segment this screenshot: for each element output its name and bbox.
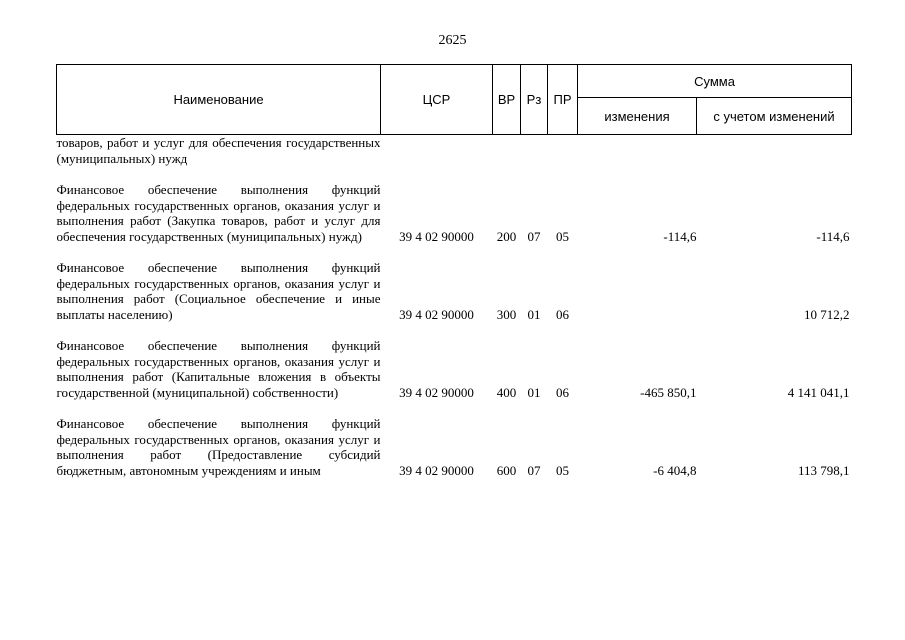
row-name: Финансовое обеспечение выполнения функций федеральных государственных органов, оказания услуг и выполнения работ (Социальное обеспечение и иные выплаты населению) — [56, 260, 381, 322]
budget-table — [56, 64, 852, 478]
row-rz: 01 — [527, 384, 541, 400]
row-rz: 07 — [527, 462, 541, 478]
row-vr: 300 — [496, 306, 517, 322]
row-vr: 200 — [496, 228, 517, 244]
row-name: Финансовое обеспечение выполнения функций федеральных государственных органов, оказания услуг и выполнения работ (Предоставление субсидий бюджетным, автономным учреждениям и иным — [56, 416, 381, 478]
row-vr: 600 — [496, 462, 517, 478]
row-rz — [521, 135, 548, 167]
row-csr: 39 4 02 90000 — [399, 228, 474, 244]
header-rz: Рз — [521, 65, 548, 135]
table-row — [57, 260, 852, 322]
header-pr: ПР — [548, 65, 578, 135]
row-csr: 39 4 02 90000 — [399, 384, 474, 400]
row-total: -114,6 — [816, 228, 850, 244]
row-pr: 05 — [556, 228, 569, 244]
header-with-change: с учетом изменений — [697, 98, 852, 135]
row-pr: 06 — [556, 306, 569, 322]
row-vr — [493, 135, 521, 167]
row-change: -114,6 — [663, 228, 697, 244]
row-total: 4 141 041,1 — [787, 384, 850, 400]
row-csr: 39 4 02 90000 — [399, 306, 474, 322]
row-total: 10 712,2 — [804, 306, 850, 322]
row-pr: 05 — [556, 462, 569, 478]
row-rz: 01 — [527, 306, 541, 322]
row-pr — [548, 135, 578, 167]
page-number: 2625 — [438, 33, 467, 48]
table-row — [57, 182, 852, 244]
table-row — [57, 416, 852, 478]
row-change: -465 850,1 — [640, 384, 697, 400]
row-name: Финансовое обеспечение выполнения функций федеральных государственных органов, оказания услуг и выполнения работ (Закупка товаров, работ и услуг для обеспечения государственных (муниципальных) нужд) — [56, 182, 381, 244]
header-vr: ВР — [493, 65, 521, 135]
table-header — [57, 65, 852, 135]
header-sum: Сумма — [578, 65, 852, 98]
row-name: товаров, работ и услуг для обеспечения государственных (муниципальных) нужд — [56, 135, 381, 166]
table-row — [57, 135, 852, 167]
header-name: Наименование — [57, 65, 381, 135]
row-change — [578, 260, 697, 322]
row-change — [578, 135, 697, 167]
header-change: изменения — [578, 98, 697, 135]
row-csr: 39 4 02 90000 — [399, 462, 474, 478]
row-name: Финансовое обеспечение выполнения функций федеральных государственных органов, оказания услуг и выполнения работ (Капитальные вложения в объекты государственной (муниципальной) собственности) — [56, 338, 381, 400]
header-csr: ЦСР — [381, 65, 493, 135]
row-change: -6 404,8 — [653, 462, 697, 478]
row-vr: 400 — [496, 384, 517, 400]
row-total — [697, 135, 852, 167]
row-total: 113 798,1 — [797, 462, 850, 478]
row-pr: 06 — [556, 384, 569, 400]
table-row — [57, 338, 852, 400]
row-csr — [381, 135, 493, 167]
row-rz: 07 — [527, 228, 541, 244]
